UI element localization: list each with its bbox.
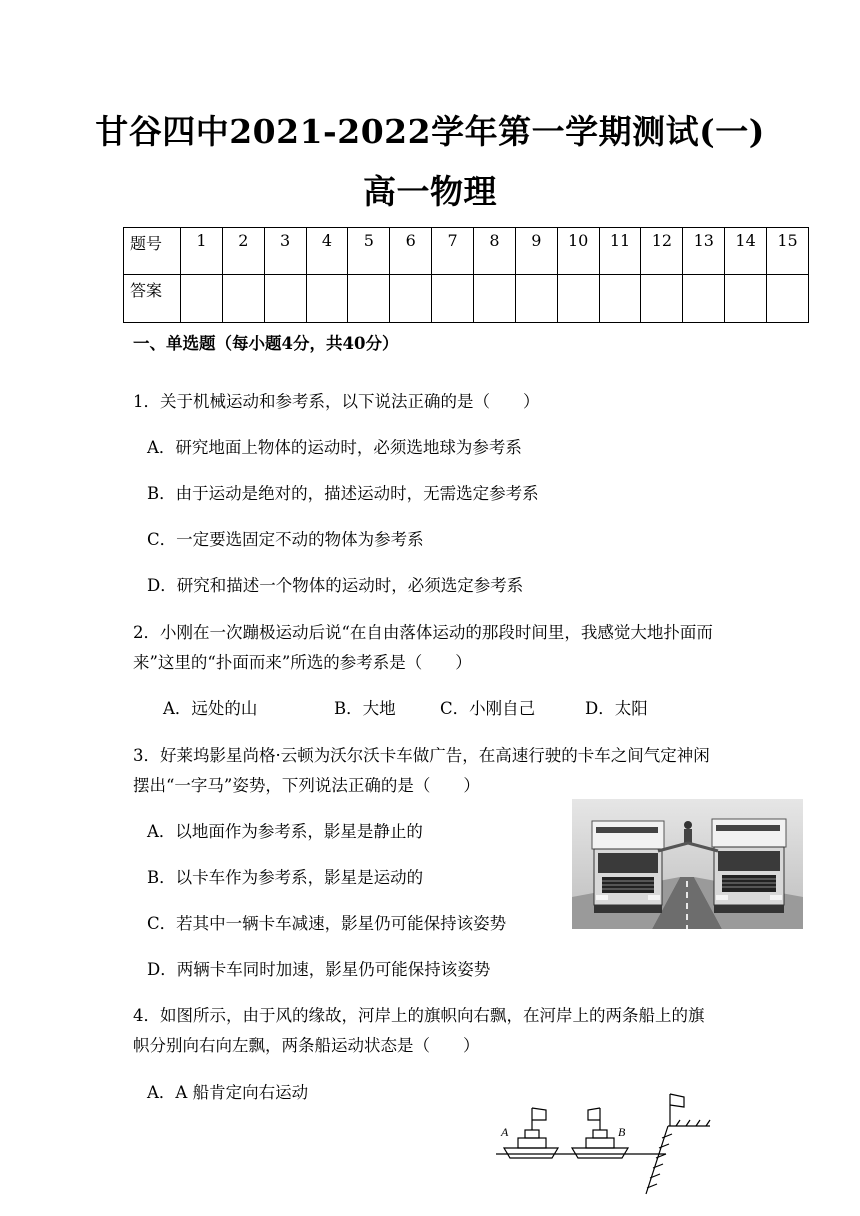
boats-diagram bbox=[496, 1090, 718, 1200]
section-heading: 一、单选题（每小题4分，共40分） bbox=[133, 334, 399, 353]
number-cell: 4 bbox=[306, 228, 348, 275]
question-2-stem-line-1: 2．小刚在一次蹦极运动后说“在自由落体运动的那段时间里，我感觉大地扑面而 bbox=[133, 623, 713, 642]
question-3-option-b: B．以卡车作为参考系，影星是运动的 bbox=[147, 868, 424, 887]
number-cell: 8 bbox=[474, 228, 516, 275]
page-subtitle: 高一物理 bbox=[363, 172, 497, 211]
page-title: 甘谷四中2021-2022学年第一学期测试(一) bbox=[95, 112, 765, 151]
number-cell: 13 bbox=[683, 228, 725, 275]
answer-cell[interactable] bbox=[222, 275, 264, 323]
question-3-stem-line-1: 3．好莱坞影星尚格·云顿为沃尔沃卡车做广告，在高速行驶的卡车之间气定神闲 bbox=[133, 746, 710, 765]
number-cell: 12 bbox=[641, 228, 683, 275]
answer-cell[interactable] bbox=[767, 275, 809, 323]
question-4-stem-line-1: 4．如图所示，由于风的缘故，河岸上的旗帜向右飘，在河岸上的两条船上的旗 bbox=[133, 1006, 705, 1025]
number-cell: 6 bbox=[390, 228, 432, 275]
trucks-photo-illustration bbox=[572, 799, 803, 929]
answer-cell[interactable] bbox=[181, 275, 223, 323]
trucks-photo bbox=[572, 799, 803, 929]
number-cell: 2 bbox=[222, 228, 264, 275]
number-cell: 3 bbox=[264, 228, 306, 275]
answer-cell[interactable] bbox=[641, 275, 683, 323]
question-2-stem-line-2: 来”这里的“扑面而来”所选的参考系是（ ） bbox=[133, 653, 472, 672]
left-truck bbox=[592, 821, 664, 913]
answer-table bbox=[123, 227, 809, 323]
answer-cell[interactable] bbox=[474, 275, 516, 323]
question-number-row bbox=[124, 228, 809, 275]
row-label-question-number: 题号 bbox=[124, 228, 181, 275]
number-cell: 15 bbox=[767, 228, 809, 275]
answer-row bbox=[124, 275, 809, 323]
question-2-option-a: A．远处的山 bbox=[163, 699, 258, 718]
answer-cell[interactable] bbox=[557, 275, 599, 323]
question-3-option-c: C．若其中一辆卡车减速，影星仍可能保持该姿势 bbox=[147, 914, 507, 933]
question-3-stem-line-2: 摆出“一字马”姿势，下列说法正确的是（ ） bbox=[133, 776, 480, 795]
number-cell: 9 bbox=[515, 228, 557, 275]
answer-cell[interactable] bbox=[683, 275, 725, 323]
answer-cell[interactable] bbox=[432, 275, 474, 323]
number-cell: 7 bbox=[432, 228, 474, 275]
question-2-option-c: C．小刚自己 bbox=[440, 699, 536, 718]
number-cell: 10 bbox=[557, 228, 599, 275]
number-cell: 5 bbox=[348, 228, 390, 275]
question-1-option-b: B．由于运动是绝对的，描述运动时，无需选定参考系 bbox=[147, 484, 539, 503]
answer-cell[interactable] bbox=[390, 275, 432, 323]
riverbank bbox=[646, 1120, 710, 1194]
answer-cell[interactable] bbox=[306, 275, 348, 323]
number-cell: 1 bbox=[181, 228, 223, 275]
bank-flag bbox=[670, 1094, 684, 1126]
question-4-option-a: A．A 船肯定向右运动 bbox=[147, 1083, 309, 1102]
number-cell: 11 bbox=[599, 228, 641, 275]
question-1-option-c: C．一定要选固定不动的物体为参考系 bbox=[147, 530, 424, 549]
answer-cell[interactable] bbox=[264, 275, 306, 323]
question-3-option-d: D．两辆卡车同时加速，影星仍可能保持该姿势 bbox=[147, 960, 491, 979]
row-label-answer: 答案 bbox=[124, 275, 181, 323]
right-truck bbox=[712, 819, 786, 913]
number-cell: 14 bbox=[725, 228, 767, 275]
question-3-option-a: A．以地面作为参考系，影星是静止的 bbox=[147, 822, 423, 841]
answer-cell[interactable] bbox=[725, 275, 767, 323]
answer-cell[interactable] bbox=[348, 275, 390, 323]
question-1-stem: 1．关于机械运动和参考系，以下说法正确的是（ ） bbox=[133, 392, 540, 411]
question-4-stem-line-2: 帜分别向右向左飘，两条船运动状态是（ ） bbox=[133, 1036, 480, 1055]
boat-b-label: B bbox=[618, 1125, 626, 1139]
question-1-option-a: A．研究地面上物体的运动时，必须选地球为参考系 bbox=[147, 438, 522, 457]
question-1-option-d: D．研究和描述一个物体的运动时，必须选定参考系 bbox=[147, 576, 524, 595]
boat-a bbox=[504, 1108, 558, 1158]
answer-cell[interactable] bbox=[515, 275, 557, 323]
question-2-option-b: B．大地 bbox=[334, 699, 396, 718]
boat-a-label: A bbox=[501, 1125, 509, 1139]
answer-cell[interactable] bbox=[599, 275, 641, 323]
question-2-option-d: D．太阳 bbox=[585, 699, 648, 718]
